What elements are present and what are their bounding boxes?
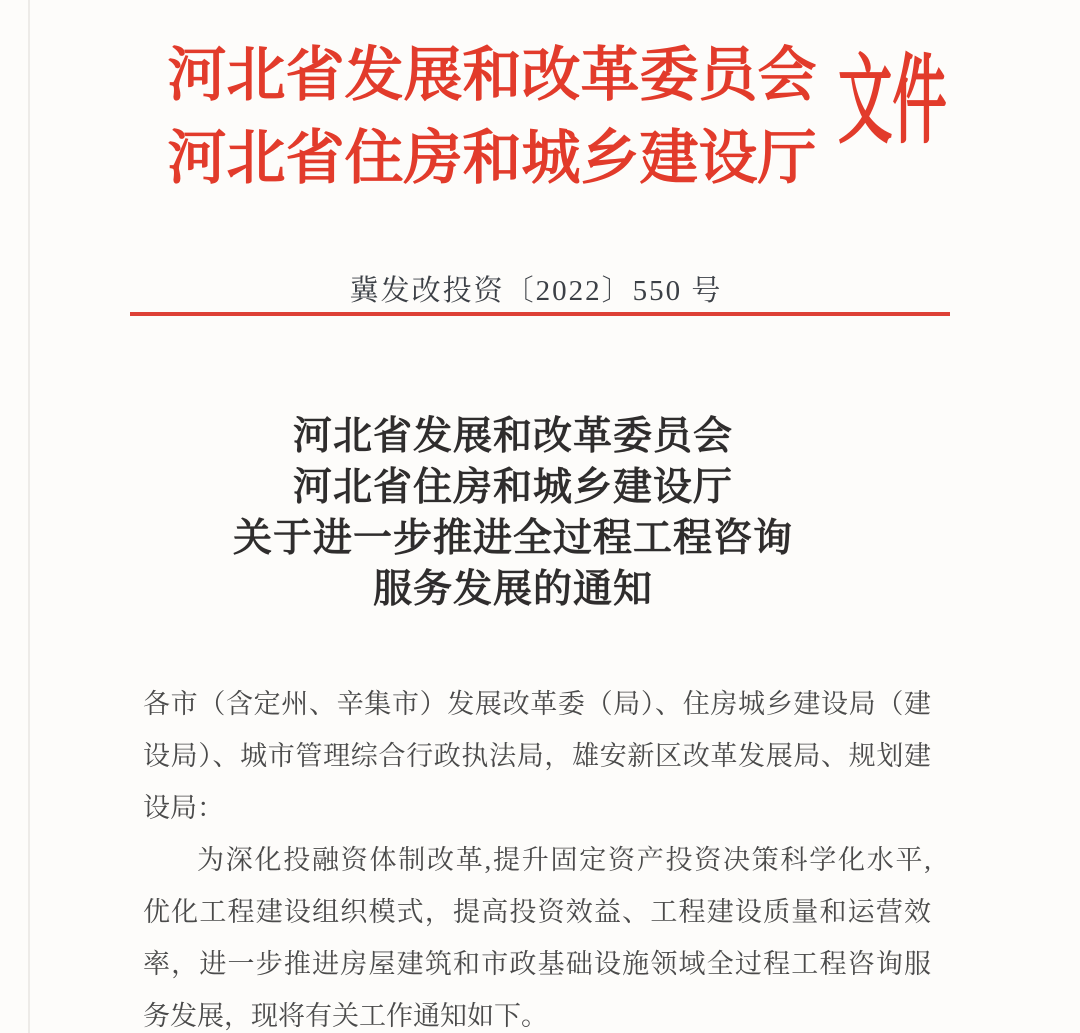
paragraph-line-2: 优化工程建设组织模式，提高投资效益、工程建设质量和运营效 [143, 897, 931, 927]
document-title [0, 411, 1026, 615]
title-line-3: 关于进一步推进全过程工程咨询 [232, 517, 793, 560]
paragraph-line-1: 为深化投融资体制改革,提升固定资产投资决策科学化水平, [197, 845, 931, 875]
addressee-line-1: 各市（含定州、辛集市）发展改革委（局）、住房城乡建设局（建 [143, 689, 931, 719]
title-line-1: 河北省发展和改革委员会 [292, 415, 733, 458]
title-line-2: 河北省住房和城乡建设厅 [292, 466, 733, 509]
letterhead-org-block [122, 34, 862, 200]
document-body [143, 678, 931, 1033]
red-divider-rule [130, 312, 950, 316]
title-line-4: 服务发展的通知 [372, 568, 653, 611]
issuing-org-line-2: 河北省住房和城乡建设厅 [167, 125, 817, 191]
document-type-label: 文件 [838, 48, 947, 155]
paragraph-line-4: 务发展，现将有关工作通知如下。 [143, 1001, 548, 1031]
document-number: 冀发改投资〔2022〕550 号 [349, 275, 723, 307]
issuing-org-line-1: 河北省发展和改革委员会 [167, 42, 817, 108]
addressee-line-3: 设局： [143, 793, 224, 823]
addressee-line-2: 设局）、城市管理综合行政执法局，雄安新区改革发展局、规划建 [143, 741, 931, 771]
paragraph-line-3: 率，进一步推进房屋建筑和市政基础设施领域全过程工程咨询服 [143, 949, 931, 979]
